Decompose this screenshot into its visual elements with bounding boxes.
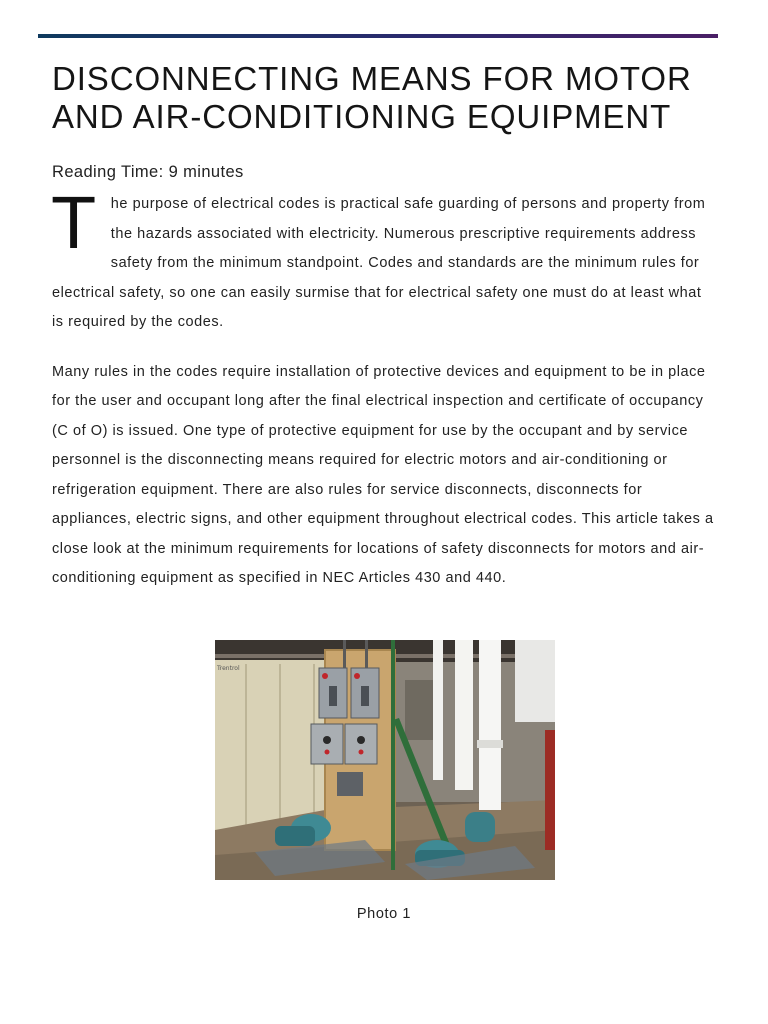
photo-brand-label: Trentrol [217,665,240,672]
paragraph-2: Many rules in the codes require installation of protective devices and equipment to be in place for the user and occupant long after the final electrical inspection and certificate of occupancy (C of O) is issued. One type of protective equipment for use by the occupant and by service personnel is the disconnecting means required for electric motors and air-conditioning or refrigeration equipment. There are also rules for service disconnects, disconnects for appliances, electric signs, and other equipment throughout electrical codes. This article takes a close look at the minimum requirements for locations of safety disconnects for motors and air-conditioning equipment as specified in NEC Articles 430 and 440. [52,363,714,586]
photo-caption: Photo 1 [356,906,412,922]
drop-cap: T [51,181,97,264]
header-rule [38,34,718,38]
paragraph-1-text: he purpose of electrical codes is practical safe guarding of persons and property from the hazards associated with electricity. Numerous prescriptive requirements address safety from the minimum standpoint. Codes and standards are the minimum rules for electrical safety, so one can easily surmise that for electrical safety one must do at least what is required by the codes. [52,196,706,330]
photo-illustration [215,640,555,880]
article-body [51,181,716,594]
article-title: DISCONNECTING MEANS FOR MOTOR AND AIR-CONDITIONING EQUIPMENT [52,60,692,135]
reading-time: Reading Time: 9 minutes [52,163,244,181]
paragraph-1 [51,181,716,338]
article-photo [215,640,555,880]
